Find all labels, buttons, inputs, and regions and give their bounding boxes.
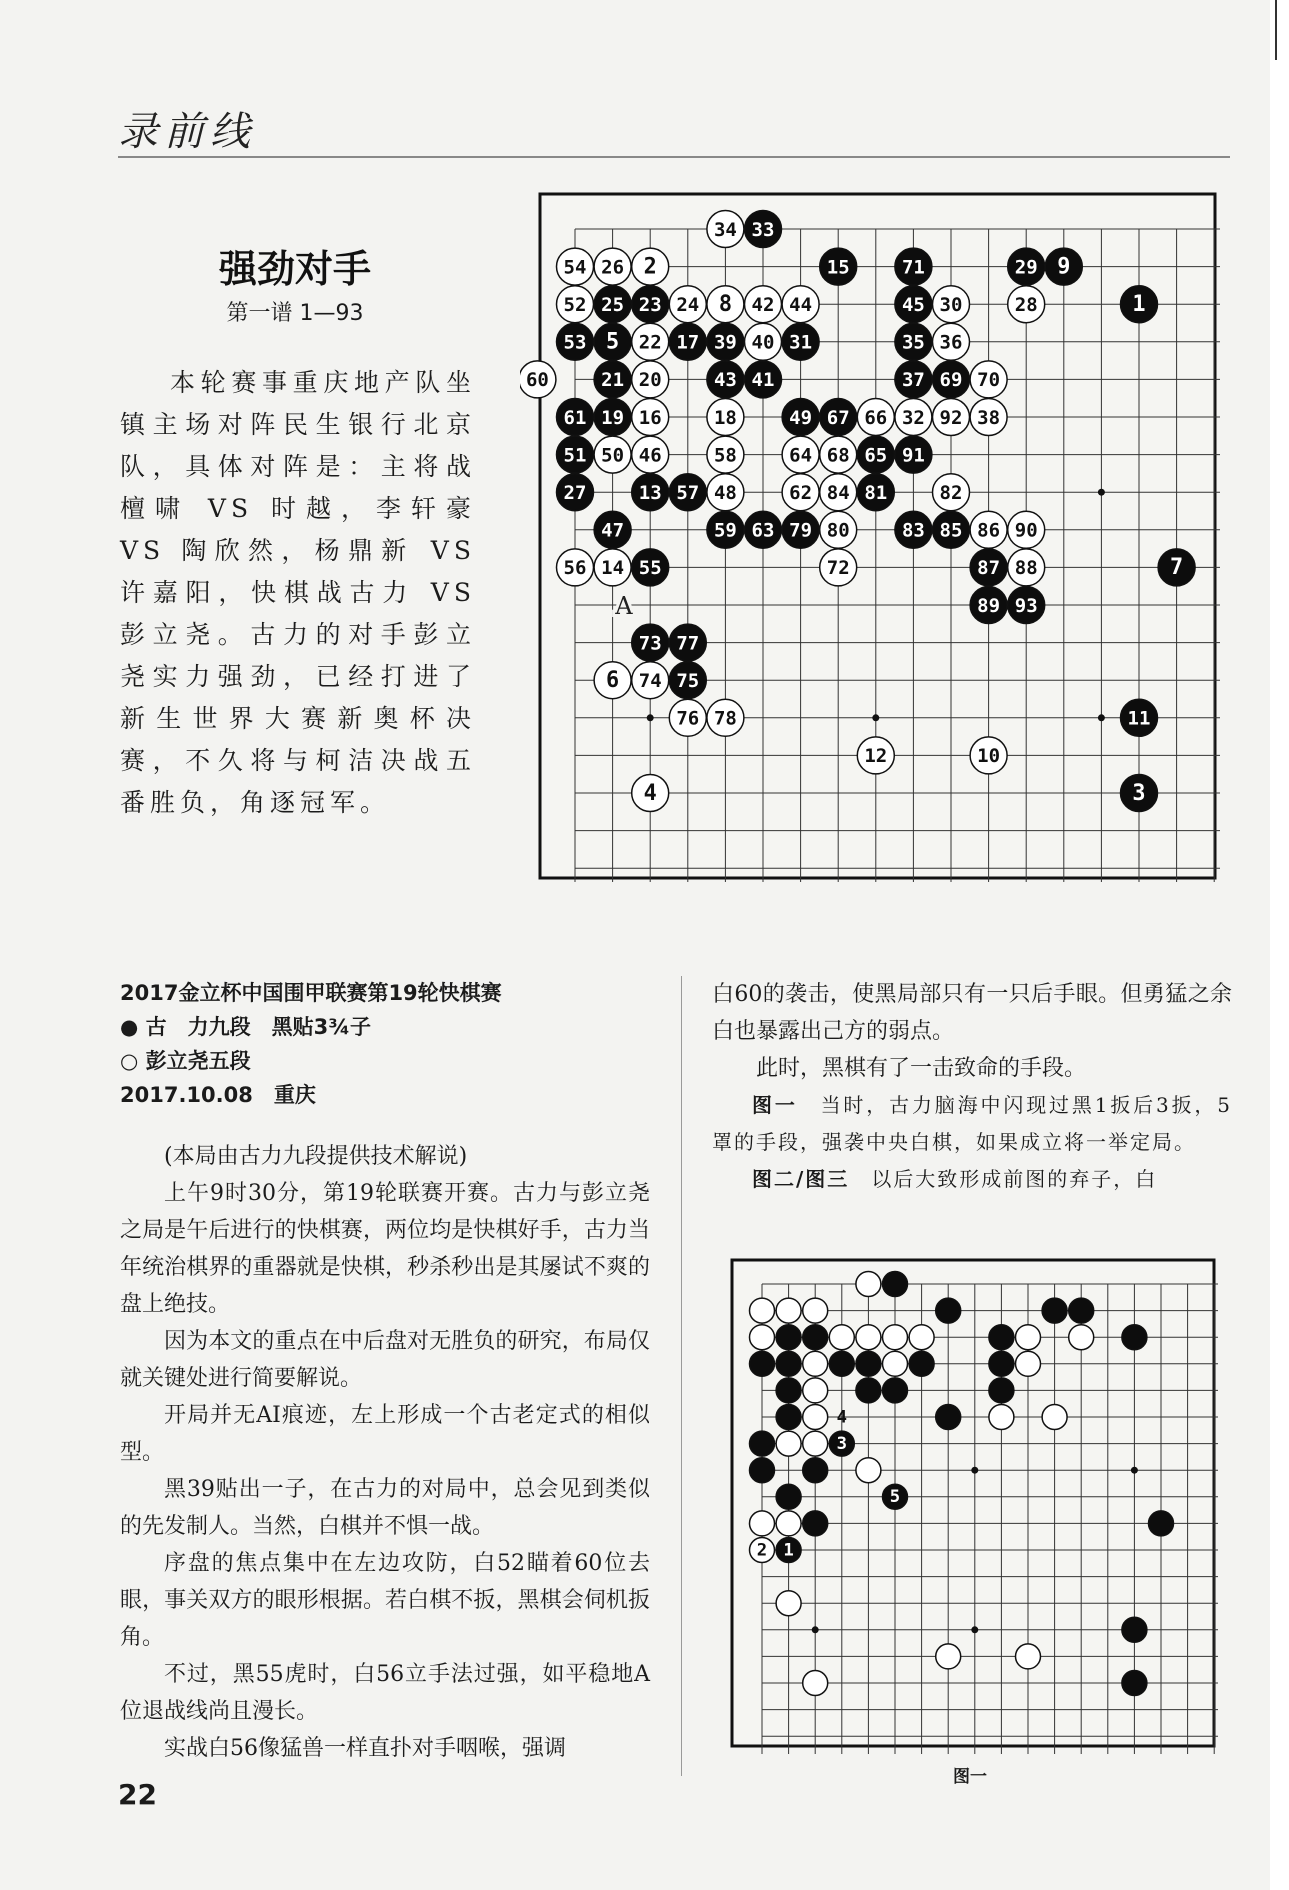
move-number: 71 — [901, 256, 925, 279]
figure-text: 当时，古力脑海中闪现过黑1扳后3扳，5罩的手段，强袭中央白棋，如果成立将一举定局。 — [712, 1093, 1233, 1154]
move-number: 10 — [977, 745, 1001, 768]
move-number: 81 — [864, 482, 888, 505]
header-rule — [118, 156, 1230, 158]
intro-paragraph: 本轮赛事重庆地产队坐镇主场对阵民生银行北京队，具体对阵是：主将战檀啸 VS 时越，李轩豪 VS 陶欣然，杨鼎新 VS 许嘉阳，快棋战古力 VS 彭立尧。古力的对手彭立尧实力强劲，已经打进了新生世界大赛新奥杯决赛，不久将与柯洁决战五番胜负，角逐冠军。 — [120, 368, 476, 817]
black-stone — [776, 1325, 801, 1350]
white-stone — [856, 1272, 881, 1297]
move-number: 77 — [676, 632, 700, 655]
move-number: 46 — [638, 444, 662, 467]
move-number: 3 — [836, 1434, 847, 1454]
figure-text: 以后大致形成前图的弃子，白 — [871, 1167, 1158, 1191]
move-number: 27 — [563, 482, 587, 505]
black-stone — [936, 1405, 961, 1430]
move-number: 36 — [939, 331, 963, 354]
move-number: 70 — [977, 369, 1001, 392]
figure1-description — [712, 1087, 1232, 1161]
move-number: 65 — [864, 444, 888, 467]
black-stone — [883, 1378, 908, 1403]
white-stone — [936, 1644, 961, 1669]
white-stone — [803, 1378, 828, 1403]
move-number: 51 — [563, 444, 587, 467]
paragraph: (本局由古力九段提供技术解说) — [164, 1144, 468, 1169]
move-number: 62 — [789, 482, 813, 505]
move-number: 84 — [826, 482, 850, 505]
main-go-board-diagram — [520, 192, 1220, 882]
move-number: 93 — [1014, 594, 1038, 617]
article-subtitle: 第一谱 1—93 — [226, 301, 364, 326]
move-number: 85 — [939, 519, 963, 542]
black-stone — [883, 1272, 908, 1297]
white-stone — [750, 1511, 775, 1536]
black-stone — [803, 1511, 828, 1536]
paragraph: 白60的袭击，使黑局部只有一只后手眼。但勇猛之余白也暴露出己方的弱点。 — [712, 982, 1232, 1044]
commentary-left — [120, 1138, 650, 1767]
star-point — [1098, 714, 1105, 721]
move-number: 76 — [676, 707, 700, 730]
star-point — [647, 714, 654, 721]
white-stone — [776, 1591, 801, 1616]
white-stone — [829, 1325, 854, 1350]
move-number: 74 — [638, 670, 662, 693]
move-number: 64 — [789, 444, 813, 467]
move-number: 87 — [977, 557, 1001, 580]
move-number: 48 — [713, 482, 737, 505]
move-number: 54 — [563, 256, 587, 279]
move-number: 39 — [713, 331, 737, 354]
move-number: 13 — [638, 482, 662, 505]
move-number: 5 — [889, 1487, 901, 1508]
white-stone — [1042, 1405, 1067, 1430]
black-stone — [1122, 1325, 1147, 1350]
paragraph: 序盘的焦点集中在左边攻防，白52瞄着60位去眼，事关双方的眼形根据。若白棋不扳，黑棋会伺机扳角。 — [120, 1551, 650, 1650]
right-column — [712, 976, 1232, 1198]
move-number: 4 — [836, 1407, 847, 1428]
white-stone — [1016, 1325, 1041, 1350]
move-number: 28 — [1014, 294, 1038, 317]
paragraph: 黑39贴出一子，在古力的对局中，总会见到类似的先发制人。当然，白棋并不惧一战。 — [120, 1477, 650, 1539]
white-stone — [803, 1405, 828, 1430]
white-stone — [856, 1325, 881, 1350]
black-stone — [989, 1378, 1014, 1403]
white-stone — [776, 1511, 801, 1536]
paragraph: 上午9时30分，第19轮联赛开赛。古力与彭立尧之局是午后进行的快棋赛，两位均是快棋好手，古力当年统治棋界的重器就是快棋，秒杀秒出是其屡试不爽的盘上绝技。 — [120, 1181, 650, 1317]
move-number: 12 — [864, 745, 888, 768]
move-number: 61 — [563, 406, 587, 429]
black-stone — [989, 1351, 1014, 1376]
move-number: 40 — [751, 331, 775, 354]
paragraph: 因为本文的重点在中后盘对无胜负的研究，布局仅就关键处进行简要解说。 — [120, 1329, 650, 1391]
move-number: 89 — [977, 594, 1001, 617]
page-number: 22 — [118, 1778, 157, 1811]
black-stone — [909, 1351, 934, 1376]
star-point — [872, 714, 879, 721]
move-number: 2 — [643, 254, 657, 280]
move-number: 52 — [563, 294, 587, 317]
white-stone — [803, 1671, 828, 1696]
white-stone-icon: ○ — [120, 1049, 139, 1073]
paragraph: 开局并无AI痕迹，左上形成一个古老定式的相似型。 — [120, 1403, 650, 1465]
black-stone — [856, 1378, 881, 1403]
move-number: 82 — [939, 482, 963, 505]
black-stone — [1122, 1671, 1147, 1696]
move-number: 55 — [638, 557, 662, 580]
black-stone — [803, 1458, 828, 1483]
article-title: 强劲对手 — [218, 247, 371, 291]
black-stone — [1069, 1298, 1094, 1323]
move-number: 15 — [826, 256, 850, 279]
white-player: 彭立尧五段 — [145, 1049, 251, 1073]
move-number: 59 — [713, 519, 737, 542]
white-stone — [1016, 1351, 1041, 1376]
move-number: 72 — [826, 557, 850, 580]
star-point — [971, 1467, 978, 1474]
move-number: 90 — [1014, 519, 1038, 542]
move-number: 44 — [789, 294, 813, 317]
black-stone — [1042, 1298, 1067, 1323]
white-stone — [776, 1431, 801, 1456]
move-number: 43 — [713, 369, 737, 392]
black-player: 古 力九段 黑贴3¾子 — [145, 1015, 371, 1039]
scan-edge-line — [1275, 0, 1277, 60]
game-info — [120, 976, 650, 1112]
move-number: 67 — [826, 406, 850, 429]
move-number: 4 — [643, 780, 657, 806]
move-number: 16 — [638, 406, 662, 429]
move-number: 30 — [939, 294, 963, 317]
move-number: 33 — [751, 218, 775, 241]
move-number: 49 — [789, 406, 813, 429]
move-number: 11 — [1127, 707, 1151, 730]
move-number: 26 — [601, 256, 625, 279]
white-stone — [803, 1351, 828, 1376]
move-number: 1 — [1132, 292, 1146, 318]
paragraph: 此时，黑棋有了一击致命的手段。 — [756, 1056, 1087, 1081]
black-stone — [803, 1325, 828, 1350]
move-number: 53 — [563, 331, 587, 354]
move-number: 38 — [977, 406, 1001, 429]
star-point — [812, 1626, 819, 1633]
move-number: 42 — [751, 294, 775, 317]
column-divider — [681, 976, 682, 1776]
move-number: 79 — [789, 519, 813, 542]
move-number: 9 — [1057, 254, 1071, 280]
move-number: 31 — [789, 331, 813, 354]
move-number: 8 — [718, 292, 732, 318]
move-number: 34 — [713, 218, 737, 241]
move-number: 7 — [1170, 555, 1184, 581]
white-stone — [750, 1298, 775, 1323]
white-stone — [909, 1325, 934, 1350]
black-stone — [1149, 1511, 1174, 1536]
move-number: 41 — [751, 369, 775, 392]
black-stone — [750, 1458, 775, 1483]
move-number: 80 — [826, 519, 850, 542]
move-number: 5 — [606, 329, 620, 355]
star-point — [971, 1626, 978, 1633]
white-stone — [883, 1351, 908, 1376]
move-number: 83 — [901, 519, 925, 542]
move-number: 92 — [939, 406, 963, 429]
article-intro — [120, 362, 476, 824]
move-number: 18 — [713, 406, 737, 429]
black-stone-icon: ● — [120, 1015, 139, 1039]
move-number: 29 — [1014, 256, 1038, 279]
move-number: 60 — [525, 369, 549, 392]
black-stone — [776, 1484, 801, 1509]
move-number: 1 — [783, 1540, 794, 1561]
white-stone — [750, 1325, 775, 1350]
move-number: 50 — [601, 444, 625, 467]
left-column — [120, 976, 650, 1767]
figure-label: 图二/图三 — [752, 1167, 850, 1191]
white-stone — [803, 1298, 828, 1323]
move-number: 35 — [901, 331, 925, 354]
black-stone — [750, 1351, 775, 1376]
black-stone — [936, 1298, 961, 1323]
white-stone — [883, 1325, 908, 1350]
move-number: 2 — [756, 1540, 768, 1561]
black-stone — [776, 1378, 801, 1403]
white-stone — [856, 1458, 881, 1483]
black-stone — [1122, 1617, 1147, 1642]
move-number: 56 — [563, 557, 587, 580]
move-number: 58 — [713, 444, 737, 467]
white-stone — [1069, 1325, 1094, 1350]
star-point — [1131, 1467, 1138, 1474]
move-number: 24 — [676, 294, 700, 317]
move-number: 23 — [638, 294, 662, 317]
move-number: 88 — [1014, 557, 1038, 580]
move-number: 21 — [601, 369, 625, 392]
black-stone — [776, 1351, 801, 1376]
move-number: 57 — [676, 482, 700, 505]
move-number: 25 — [601, 294, 625, 317]
move-number: 6 — [606, 668, 620, 694]
section-header-title: 录前线 — [118, 109, 256, 155]
figure1-go-board-diagram — [728, 1254, 1218, 1754]
star-point — [1098, 489, 1105, 496]
move-number: 68 — [826, 444, 850, 467]
black-stone — [856, 1351, 881, 1376]
scan-margin — [1270, 0, 1289, 1890]
paragraph: 实战白56像猛兽一样直扑对手咽喉，强调 — [164, 1736, 566, 1761]
paragraph: 不过，黑55虎时，白56立手法过强，如平稳地A位退战线尚且漫长。 — [120, 1662, 650, 1724]
event-name: 2017金立杯中国围甲联赛第19轮快棋赛 — [120, 981, 502, 1005]
move-number: 45 — [901, 294, 925, 317]
position-label-a: A — [615, 592, 633, 620]
black-stone — [989, 1325, 1014, 1350]
black-player-line — [120, 1010, 650, 1044]
move-number: 14 — [601, 557, 625, 580]
black-stone — [829, 1351, 854, 1376]
move-number: 37 — [901, 369, 925, 392]
white-stone — [1016, 1644, 1041, 1669]
figure1-caption: 图一 — [953, 1767, 987, 1787]
move-number: 69 — [939, 369, 963, 392]
move-number: 78 — [713, 707, 737, 730]
black-stone — [776, 1405, 801, 1430]
move-number: 73 — [638, 632, 662, 655]
move-number: 91 — [901, 444, 925, 467]
move-number: 75 — [676, 670, 700, 693]
move-number: 3 — [1132, 780, 1146, 806]
white-stone — [989, 1405, 1014, 1430]
move-number: 20 — [638, 369, 662, 392]
move-number: 63 — [751, 519, 775, 542]
move-number: 66 — [864, 406, 888, 429]
move-number: 32 — [901, 406, 925, 429]
figure-label: 图一 — [752, 1093, 798, 1117]
white-stone — [776, 1298, 801, 1323]
move-number: 19 — [601, 406, 625, 429]
white-player-line — [120, 1044, 650, 1078]
move-number: 22 — [638, 331, 662, 354]
move-number: 86 — [977, 519, 1001, 542]
black-stone — [750, 1431, 775, 1456]
white-stone — [803, 1431, 828, 1456]
figure23-description — [712, 1161, 1232, 1198]
move-number: 47 — [601, 519, 625, 542]
date-place: 2017.10.08 重庆 — [120, 1083, 316, 1107]
move-number: 17 — [676, 331, 700, 354]
